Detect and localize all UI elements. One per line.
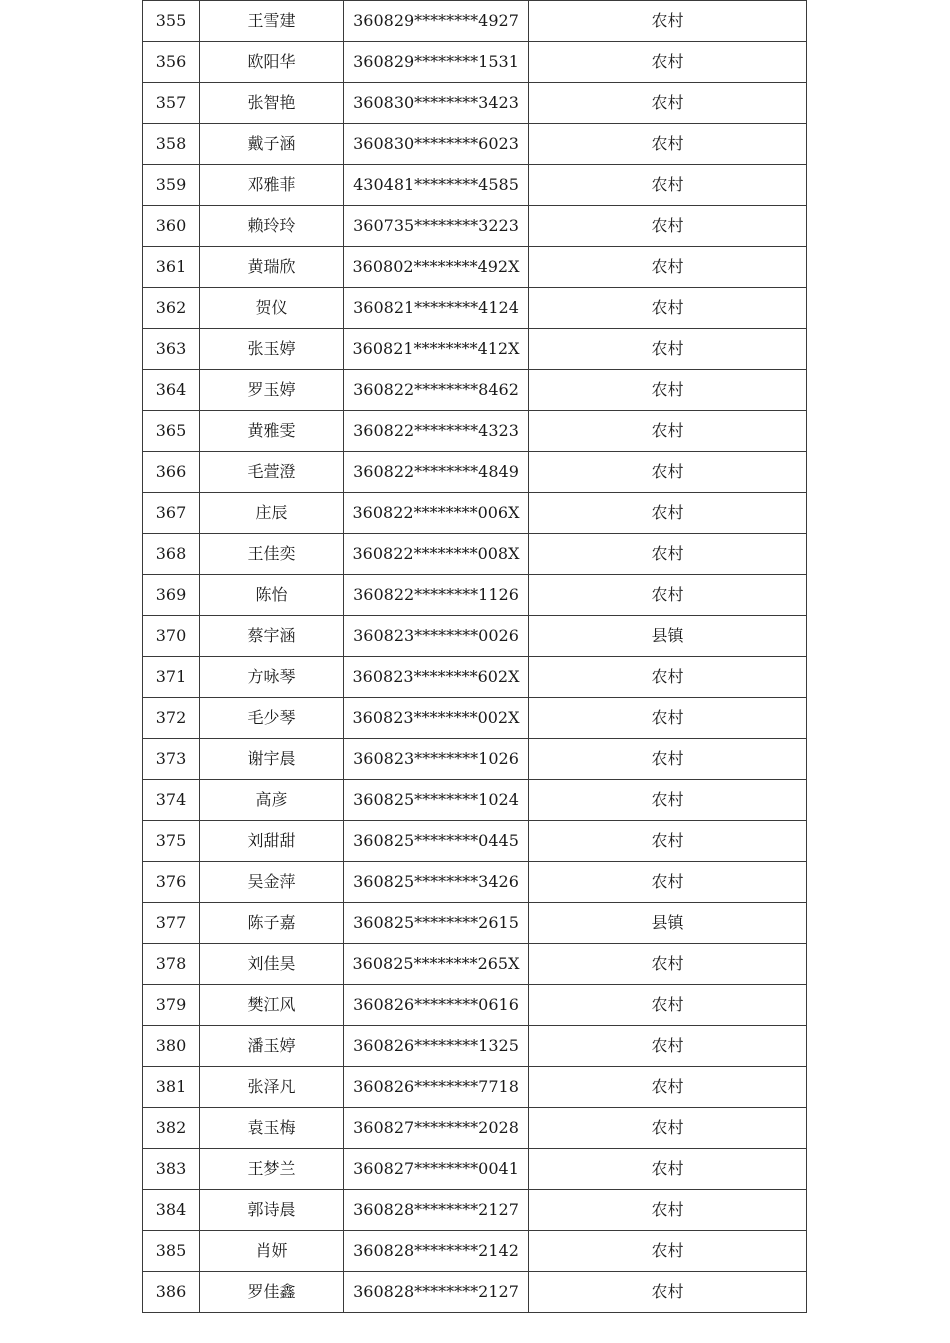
id-number-cell: 360828********2142 bbox=[344, 1231, 529, 1272]
name-cell: 吴金萍 bbox=[200, 862, 344, 903]
table-row bbox=[143, 288, 807, 329]
row-number-cell: 376 bbox=[143, 862, 200, 903]
row-number-cell: 358 bbox=[143, 124, 200, 165]
name-cell: 张智艳 bbox=[200, 83, 344, 124]
id-number-cell: 360826********0616 bbox=[344, 985, 529, 1026]
name-cell: 陈怡 bbox=[200, 575, 344, 616]
table-row bbox=[143, 1026, 807, 1067]
id-number-cell: 360825********0445 bbox=[344, 821, 529, 862]
household-type-cell: 农村 bbox=[529, 124, 807, 165]
name-cell: 欧阳华 bbox=[200, 42, 344, 83]
id-number-cell: 360826********7718 bbox=[344, 1067, 529, 1108]
name-cell: 罗佳鑫 bbox=[200, 1272, 344, 1313]
name-cell: 贺仪 bbox=[200, 288, 344, 329]
roster-table-body bbox=[143, 1, 807, 1313]
id-number-cell: 360825********1024 bbox=[344, 780, 529, 821]
table-row bbox=[143, 780, 807, 821]
table-row bbox=[143, 1190, 807, 1231]
table-row bbox=[143, 739, 807, 780]
id-number-cell: 360802********492X bbox=[344, 247, 529, 288]
household-type-cell: 县镇 bbox=[529, 903, 807, 944]
name-cell: 肖妍 bbox=[200, 1231, 344, 1272]
table-row bbox=[143, 657, 807, 698]
table-row bbox=[143, 903, 807, 944]
household-type-cell: 农村 bbox=[529, 821, 807, 862]
id-number-cell: 360829********1531 bbox=[344, 42, 529, 83]
id-number-cell: 360825********3426 bbox=[344, 862, 529, 903]
name-cell: 王佳奕 bbox=[200, 534, 344, 575]
row-number-cell: 385 bbox=[143, 1231, 200, 1272]
id-number-cell: 360821********412X bbox=[344, 329, 529, 370]
row-number-cell: 360 bbox=[143, 206, 200, 247]
household-type-cell: 农村 bbox=[529, 206, 807, 247]
household-type-cell: 农村 bbox=[529, 452, 807, 493]
table-row bbox=[143, 821, 807, 862]
household-type-cell: 农村 bbox=[529, 739, 807, 780]
id-number-cell: 360821********4124 bbox=[344, 288, 529, 329]
row-number-cell: 374 bbox=[143, 780, 200, 821]
table-row bbox=[143, 452, 807, 493]
id-number-cell: 360827********0041 bbox=[344, 1149, 529, 1190]
household-type-cell: 农村 bbox=[529, 83, 807, 124]
name-cell: 庄辰 bbox=[200, 493, 344, 534]
name-cell: 蔡宇涵 bbox=[200, 616, 344, 657]
row-number-cell: 377 bbox=[143, 903, 200, 944]
table-row bbox=[143, 616, 807, 657]
row-number-cell: 384 bbox=[143, 1190, 200, 1231]
household-type-cell: 农村 bbox=[529, 985, 807, 1026]
household-type-cell: 农村 bbox=[529, 944, 807, 985]
name-cell: 张玉婷 bbox=[200, 329, 344, 370]
name-cell: 刘甜甜 bbox=[200, 821, 344, 862]
name-cell: 陈子嘉 bbox=[200, 903, 344, 944]
table-row bbox=[143, 534, 807, 575]
table-row bbox=[143, 247, 807, 288]
name-cell: 郭诗晨 bbox=[200, 1190, 344, 1231]
name-cell: 黄雅雯 bbox=[200, 411, 344, 452]
row-number-cell: 355 bbox=[143, 1, 200, 42]
table-row bbox=[143, 1, 807, 42]
table-row bbox=[143, 83, 807, 124]
id-number-cell: 360822********4323 bbox=[344, 411, 529, 452]
table-row bbox=[143, 985, 807, 1026]
id-number-cell: 360823********002X bbox=[344, 698, 529, 739]
roster-table bbox=[142, 0, 807, 1313]
row-number-cell: 375 bbox=[143, 821, 200, 862]
household-type-cell: 农村 bbox=[529, 1231, 807, 1272]
name-cell: 戴子涵 bbox=[200, 124, 344, 165]
name-cell: 袁玉梅 bbox=[200, 1108, 344, 1149]
row-number-cell: 368 bbox=[143, 534, 200, 575]
name-cell: 刘佳昊 bbox=[200, 944, 344, 985]
table-row bbox=[143, 1272, 807, 1313]
table-row bbox=[143, 698, 807, 739]
household-type-cell: 农村 bbox=[529, 657, 807, 698]
row-number-cell: 365 bbox=[143, 411, 200, 452]
household-type-cell: 农村 bbox=[529, 493, 807, 534]
id-number-cell: 360829********4927 bbox=[344, 1, 529, 42]
id-number-cell: 360830********6023 bbox=[344, 124, 529, 165]
row-number-cell: 367 bbox=[143, 493, 200, 534]
table-row bbox=[143, 411, 807, 452]
name-cell: 毛少琴 bbox=[200, 698, 344, 739]
household-type-cell: 农村 bbox=[529, 780, 807, 821]
name-cell: 毛萱澄 bbox=[200, 452, 344, 493]
id-number-cell: 360827********2028 bbox=[344, 1108, 529, 1149]
id-number-cell: 360822********8462 bbox=[344, 370, 529, 411]
name-cell: 赖玲玲 bbox=[200, 206, 344, 247]
id-number-cell: 360822********4849 bbox=[344, 452, 529, 493]
table-row bbox=[143, 42, 807, 83]
row-number-cell: 362 bbox=[143, 288, 200, 329]
id-number-cell: 360825********2615 bbox=[344, 903, 529, 944]
household-type-cell: 农村 bbox=[529, 288, 807, 329]
row-number-cell: 383 bbox=[143, 1149, 200, 1190]
row-number-cell: 369 bbox=[143, 575, 200, 616]
id-number-cell: 430481********4585 bbox=[344, 165, 529, 206]
name-cell: 方咏琴 bbox=[200, 657, 344, 698]
row-number-cell: 382 bbox=[143, 1108, 200, 1149]
row-number-cell: 366 bbox=[143, 452, 200, 493]
id-number-cell: 360735********3223 bbox=[344, 206, 529, 247]
id-number-cell: 360826********1325 bbox=[344, 1026, 529, 1067]
table-row bbox=[143, 329, 807, 370]
row-number-cell: 373 bbox=[143, 739, 200, 780]
name-cell: 樊江风 bbox=[200, 985, 344, 1026]
household-type-cell: 农村 bbox=[529, 1067, 807, 1108]
row-number-cell: 356 bbox=[143, 42, 200, 83]
table-row bbox=[143, 165, 807, 206]
household-type-cell: 农村 bbox=[529, 534, 807, 575]
row-number-cell: 372 bbox=[143, 698, 200, 739]
table-row bbox=[143, 944, 807, 985]
household-type-cell: 农村 bbox=[529, 1, 807, 42]
table-row bbox=[143, 370, 807, 411]
row-number-cell: 386 bbox=[143, 1272, 200, 1313]
household-type-cell: 农村 bbox=[529, 1272, 807, 1313]
table-row bbox=[143, 493, 807, 534]
table-row bbox=[143, 206, 807, 247]
id-number-cell: 360822********006X bbox=[344, 493, 529, 534]
household-type-cell: 农村 bbox=[529, 42, 807, 83]
name-cell: 邓雅菲 bbox=[200, 165, 344, 206]
name-cell: 王雪建 bbox=[200, 1, 344, 42]
row-number-cell: 363 bbox=[143, 329, 200, 370]
id-number-cell: 360830********3423 bbox=[344, 83, 529, 124]
household-type-cell: 农村 bbox=[529, 247, 807, 288]
name-cell: 高彦 bbox=[200, 780, 344, 821]
table-row bbox=[143, 1067, 807, 1108]
row-number-cell: 359 bbox=[143, 165, 200, 206]
row-number-cell: 379 bbox=[143, 985, 200, 1026]
name-cell: 潘玉婷 bbox=[200, 1026, 344, 1067]
row-number-cell: 381 bbox=[143, 1067, 200, 1108]
household-type-cell: 农村 bbox=[529, 1149, 807, 1190]
row-number-cell: 380 bbox=[143, 1026, 200, 1067]
name-cell: 罗玉婷 bbox=[200, 370, 344, 411]
table-row bbox=[143, 124, 807, 165]
household-type-cell: 农村 bbox=[529, 862, 807, 903]
row-number-cell: 364 bbox=[143, 370, 200, 411]
table-row bbox=[143, 862, 807, 903]
id-number-cell: 360823********0026 bbox=[344, 616, 529, 657]
row-number-cell: 378 bbox=[143, 944, 200, 985]
row-number-cell: 357 bbox=[143, 83, 200, 124]
table-row bbox=[143, 575, 807, 616]
household-type-cell: 农村 bbox=[529, 1190, 807, 1231]
table-row bbox=[143, 1108, 807, 1149]
id-number-cell: 360822********008X bbox=[344, 534, 529, 575]
household-type-cell: 农村 bbox=[529, 1026, 807, 1067]
name-cell: 谢宇晨 bbox=[200, 739, 344, 780]
household-type-cell: 县镇 bbox=[529, 616, 807, 657]
row-number-cell: 371 bbox=[143, 657, 200, 698]
household-type-cell: 农村 bbox=[529, 411, 807, 452]
household-type-cell: 农村 bbox=[529, 575, 807, 616]
household-type-cell: 农村 bbox=[529, 165, 807, 206]
row-number-cell: 361 bbox=[143, 247, 200, 288]
id-number-cell: 360823********602X bbox=[344, 657, 529, 698]
id-number-cell: 360828********2127 bbox=[344, 1272, 529, 1313]
household-type-cell: 农村 bbox=[529, 329, 807, 370]
household-type-cell: 农村 bbox=[529, 370, 807, 411]
household-type-cell: 农村 bbox=[529, 698, 807, 739]
name-cell: 黄瑞欣 bbox=[200, 247, 344, 288]
id-number-cell: 360822********1126 bbox=[344, 575, 529, 616]
name-cell: 王梦兰 bbox=[200, 1149, 344, 1190]
table-row bbox=[143, 1231, 807, 1272]
table-row bbox=[143, 1149, 807, 1190]
row-number-cell: 370 bbox=[143, 616, 200, 657]
name-cell: 张泽凡 bbox=[200, 1067, 344, 1108]
id-number-cell: 360825********265X bbox=[344, 944, 529, 985]
id-number-cell: 360828********2127 bbox=[344, 1190, 529, 1231]
id-number-cell: 360823********1026 bbox=[344, 739, 529, 780]
household-type-cell: 农村 bbox=[529, 1108, 807, 1149]
